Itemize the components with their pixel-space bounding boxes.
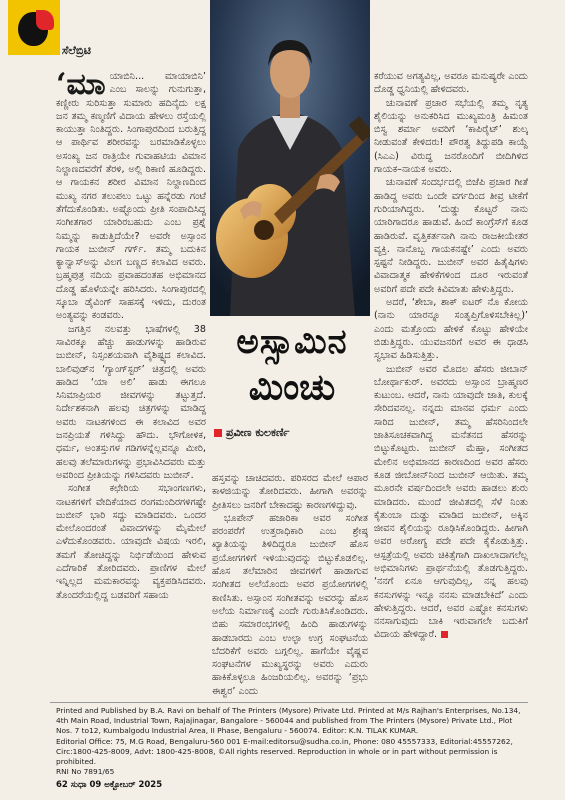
article-paragraph: ಕರೆಯುವ ಅಗತ್ಯವಿಲ್ಲ, ಅವರೂ ಮನುಷ್ಯರೇ ಎಂದು ದೊಡ್ಡ ಧ್ವನಿಯಲ್ಲಿ ಹೇಳಿದವರು. <box>374 71 528 96</box>
article-column-3 <box>374 70 528 698</box>
article-paragraph: ಭೂಪೇನ್ ಹಜಾರಿಕಾ ಅವರ ಸಂಗೀತ ಪರಂಪರೆಗೆ ಉತ್ತರಾಧಿಕಾರಿ ಎಂಬ ಶ್ರೇಷ್ಠ ಖ್ಯಾತಿಯನ್ನು ತಿಳಿದಿದ್ದರೂ ಜುಬೀನ್ ಹೊಸ ಪ್ರಯೋಗಗಳಿಗೆ ಇಳಿಯುವುದನ್ನು ಬಿಟ್ಟುಕೊಡಲಿಲ್ಲ. ಹೊಸ ತಲೆಮಾರಿನ ಜೀವಗಳಿಗೆ ಹಾಡಾಗುವ ಸಂಗೀತದ ಅಲೆಯೊಂದು ಅವರ ಪ್ರಯೋಗಗಳಲ್ಲಿ ಕಾಣಿಸಿತು. ಅಸ್ಸಾಂನ ಸಂಗೀತವನ್ನು ಅವರನ್ನು ಹೊಸ ಅಲೆಯ ನಿರ್ಮಾಣಕ್ಕೆ ಎಂದೇ ಗುರುತಿಸಿಕೊಂಡಿದರು. ಬಿಹು ಸಮಾರಂಭಗಳಲ್ಲಿ ಹಿಂದಿ ಹಾಡುಗಳನ್ನು ಹಾಡಬಾರದು ಎಂಬ ಉಲ್ಫಾ ಉಗ್ರ ಸಂಘಟನೆಯ ಬೆದರಿಕೆಗೆ ಅವರು ಬಗ್ಗಲಿಲ್ಲ. ಹಾಗೆಯೇ ವೈಷ್ಣವ ಸಂಘಟನೆಗಳ ಮುಖ್ಯಸ್ಥರನ್ನು ಅವರು ಎದುರು ಹಾಕಿಕೊಳ್ಳಲೂ ಹಿಂಜರಿಯಲಿಲ್ಲ. ಅವರನ್ನು ‘ಪ್ರಭು ಈಶ್ವರ’ ಎಂದು <box>212 512 368 697</box>
singer-photo-graphic <box>210 0 370 316</box>
article-paragraph: ಜಗತ್ತಿನ ನಲವತ್ತು ಭಾಷೆಗಳಲ್ಲಿ 38 ಸಾವಿರಕ್ಕೂ ಹೆಚ್ಚು ಹಾಡುಗಳನ್ನು ಹಾಡಿರುವ ಜುಬೀನ್, ನಿಸ್ಸಂಶಯವಾಗಿ ವೈಶಿಷ್ಟ್ಯದ ಕಲಾವಿದ. ಬಾಲಿವುಡ್‌ನ ‘ಗ್ಯಾಂಗ್‌ಸ್ಟರ್’ ಚಿತ್ರದಲ್ಲಿ ಅವರು ಹಾಡಿದ ‘ಯಾ ಅಲಿ’ ಹಾಡು ಈಗಲೂ ಸಿನಿಮಾಪ್ರಿಯರ ಜೀವಗಳನ್ನು ತಟ್ಟುತ್ತದೆ. ನಿರ್ದೇಶಕನಾಗಿ ಹಲವು ಚಿತ್ರಗಳನ್ನು ಮಾಡಿದ್ದ ಅವರು ನಾಟಕಗಳಿಂದ ಈ ಕಲಾವಿದ ಅವರ ಜನಪ್ರಿಯತೆ ಗಳಿಸಿದ್ದು ಹೌದು. ಭೌಗೋಳಿಕ, ಧರ್ಮ, ಅಂತಸ್ತುಗಳ ಗಡಿಗಳನ್ನೆಲ್ಲವನ್ನೂ ಮೀರಿ, ಹಲವು ತಲೆಮಾರುಗಳನ್ನು ಪ್ರಭಾವಿಸಿದವರು ಮತ್ತು ಅವರಿಂದ ಪ್ರೀತಿಯನ್ನು ಗಳಿಸಿದವರು ಜುಬೀನ್. <box>56 323 206 481</box>
imprint-line: RNI No 7891/65 <box>56 767 115 777</box>
article-column-1 <box>56 70 206 698</box>
article-column-2 <box>212 472 368 698</box>
page-folio: 62 ಸುಧಾ 09 ಅಕ್ಟೋಬರ್ 2025 <box>56 780 163 790</box>
headline-line-2: ಮಿಂಚು <box>248 366 336 408</box>
article-paragraph: ಹಸ್ತವನ್ನು ಚಾಚಿದವರು. ಪರಿಸರದ ಮೇಲೆ ಆಪಾರ ಕಾಳಜಿಯನ್ನು ತೋರಿದವರು. ಹೀಗಾಗಿ ಅವರನ್ನು ಪ್ರೀತಿಸಲು ಜನರಿಗೆ ಬೇಕಾದಷ್ಟು ಕಾರಣಗಳಿದ್ದುವು. <box>212 473 368 511</box>
section-label: ಸೆಲೆಬ್ರಿಟಿ <box>62 44 91 57</box>
headline-line-1: ಅಸ್ಸಾಮಿನ <box>236 322 348 362</box>
imprint-footer <box>56 706 528 777</box>
imprint-line: Editorial Office: 75, M.G Road, Bengaluru-560 001 E-mail:editorsu@sudha.co.in, Phone: 080 45557333, Editorial:45557262, <box>56 736 513 746</box>
article-opening: ಯಾಬಿನಿ... ಮಾಯಾಬಿನಿ’ ಎಂಬ ಸಾಲನ್ನು ಗುನುಗುತ್ತಾ, ಕಣ್ಣೀರು ಸುರಿಸುತ್ತಾ ಸುಮಾರು ಹದಿನೈದು ಲಕ್ಷ ಜನ ತಮ್ಮ ಕಣ್ಮಣಿಗೆ ವಿದಾಯ ಹೇಳಲು ರಸ್ತೆಯಲ್ಲಿ ಕಾಯುತ್ತಾ ನಿಂತಿದ್ದರು. ಸಿಂಗಾಪುರದಿಂದ ಬರುತ್ತಿದ್ದ ಆ ಪಾರ್ಥಿವ ಶರೀರವನ್ನು ಬರಮಾಡಿಕೊಳ್ಳಲು ಅಸಂಖ್ಯ ಜನ ರಾತ್ರಿಯೇ ಗುವಾಹಟಿಯ ವಿಮಾನ ನಿಲ್ದಾಣದವರೆಗೆ ತೆರಳಿ, ಅಲ್ಲಿ ಠಿಕಾಣಿ ಹೂಡಿದ್ದರು. ಆ ಗಾಯಕನ ಶರೀರ ವಿಮಾನ ನಿಲ್ದಾಣದಿಂದ ಮುಖ್ಯ ನಗರ ತಲುಪಲು ಒಟ್ಟು ಹನ್ನೆರಡು ಗಂಟೆ ತೆಗೆದುಕೊಂಡಿತು. ಅಷ್ಟೊಂದು ಪ್ರೀತಿ ಸಂಪಾದಿಸಿದ್ದ ಸಂಗೀತಗಾರ ಯಾರಿರಬಹುದು ಎಂಬ ಪ್ರಶ್ನೆ ನಿಮ್ಮನ್ನು ಕಾಡುತ್ತಿದೆಯೇ? ಅವರೇ ಅಸ್ಸಾಂನ ಗಾಯಕ ಜುಬೀನ್ ಗರ್ಗ್. ತಮ್ಮ ಬದುಕಿನ ಕ್ಯಾನ್ವಾಸ್‌ಅನ್ನು ವಿಲಗ ಬಣ್ಣದ ಕಲಾವಿದ ಅವರು. ಬ್ರಹ್ಮಪುತ್ರ ನದಿಯ ಪ್ರವಾಹದಂತಹ ಅಭಿಮಾನದ ದೊಡ್ಡ ಹೊಳೆಯನ್ನೇ ಹರಿಸಿದರು. ಸಿಂಗಾಪುರದಲ್ಲಿ ಸ್ಕೂಬಾ ಡೈವಿಂಗ್ ಸಾಹಸಕ್ಕೆ ಇಳಿದು, ದುರಂತ ಅಂತ್ಯವನ್ನು ಕಂಡವರು. <box>56 71 206 322</box>
article-paragraph: ಜುಬೀನ್ ಅವರ ಮೊದಲ ಹೆಸರು ಜೀಬಾನ್ ಬೋರ್ಥಾಕುರ್. ಅವರದು ಅಸ್ಸಾಂನ ಬ್ರಾಹ್ಮಣರ ಕುಟುಂಬ. ಆದರೆ, ನಾನು ಯಾವುದೇ ಜಾತಿ, ಕುಲಕ್ಕೆ ಸೇರಿದವನಲ್ಲ. ನನ್ನದು ಮಾನವ ಧರ್ಮ ಎಂದು ಸಾರಿದ ಜುಬೀನ್, ತಮ್ಮ ಹೆಸರಿನಿಂದಲೇ ಜಾತಿಸೂಚಕವಾಗಿದ್ದ ಮನೆತನದ ಹೆಸರನ್ನು ಬಿಟ್ಟುಕೊಟ್ಟರು. ಜುಬೀನ್ ಮೆಹ್ತಾ, ಸಂಗೀತದ ಮೇಲಿನ ಅಭಿಮಾನದ ಕಾರಣದಿಂದ ಅವರ ಹೆಸರು ಕೂಡ ಜೀಬೋನ್‌ನಿಂದ ಜುಬೀನ್ ಆಯಿತು. ತಮ್ಮ ಮೂರನೇ ವರ್ಷದಿಂದಲೇ ಅವರು ಹಾಡಲು ಶುರು ಮಾಡಿದರು. ಮುಂದೆ ಜೀವಿತದಲ್ಲಿ ಸೆಳೆ ನಿಂತು ಕೈತುಂಬಾ ದುಡ್ಡು ಮಾಡಿದ ಜುಬೀನ್, ಅಕ್ಕಿನ ಜೀವನ ಶೈಲಿಯನ್ನು ರೂಢಿಸಿಕೊಂಡಿದ್ದರು. ಹೀಗಾಗಿ ಅವರ ಅರೋಗ್ಯ ಪದೇ ಪದೇ ಕೈಕೊಡುತ್ತಿತ್ತು. ಆಸ್ಪತ್ರೆಯಲ್ಲಿ ಅವರು ಚಿಕಿತ್ಸೆಗಾಗಿ ದಾಖಲಾದಾಗಲೆಲ್ಲ ಅಭಿಮಾನಿಗಳು ಪ್ರಾರ್ಥನೆಯಲ್ಲಿ ತೊಡಗುತ್ತಿದ್ದರು. ‘ನನಗೆ ಏನೂ ಆಗುವುದಿಲ್ಲ, ನನ್ನ ಹಲವು ಕನಸುಗಳನ್ನು ಇನ್ನೂ ನನಸು ಮಾಡಬೇಕಿದೆ’ ಎಂದು ಹೇಳುತ್ತಿದ್ದರು. ಆದರೆ, ಅವರ ಎಷ್ಟೋ ಕನಸುಗಳು ನನಸಾಗುವುದು ಬಾಕಿ ಇರುವಾಗಲೇ ಬದುಕಿಗೆ ವಿದಾಯ ಹೇಳಿದ್ದಾರೆ. <box>374 363 528 641</box>
singer-photo <box>210 0 370 316</box>
imprint-line: Printed and Published by B.A. Ravi on behalf of The Printers (Mysore) Private Ltd. Printed at M/s Rajhan's Enterprises, No.134, 4th Main Road, Industrial Town, Rajajinagar, Bangalore - 560044 and published from The Printers (Mysore) Private Ltd., Plot Nos. 7 to12, Kumbalgodu Industrial Area, II Phase, Bengaluru - 560074. Editor: K.N. TILAK KUMAR. <box>56 706 521 736</box>
article-paragraph: ಸಂಗೀತ ಕಛೇರಿಯ ಸಭಾಂಗಣಗಳು, ನಾಟಕಗಳಿಗೆ ವೇದಿಕೆಯಾದ ರಂಗಮಂದಿರಗಳಿಗಷ್ಟೇ ಜುಬೀನ್ ಭಾರಿ ಸದ್ದು ಮಾಡಿದವರು. ಒಂದರ ಮೇಲೊಂದರಂತೆ ವಿವಾದಗಳನ್ನು ಮೈಮೇಲೆ ಎಳೆದುಕೊಂಡವರು. ಯಾವುದೇ ವಿಷಯ ಇರಲಿ, ತಮಗೆ ತೋಚಿದ್ದನ್ನು ನಿರ್ಭಿಡೆಯಿಂದ ಹೇಳುವ ಎದೆಗಾರಿಕೆ ತೋರಿದವರು. ಪ್ರಾಣಿಗಳ ಮೇಲೆ ಇನ್ನಿಲ್ಲದ ಮಮಕಾರವನ್ನು ವ್ಯಕ್ತಪಡಿಸಿದವರು. ತೊಂದರೆಯಲ್ಲಿದ್ದ ಬಡವರಿಗೆ ಸಹಾಯ <box>56 483 206 601</box>
end-mark-icon <box>441 631 448 638</box>
article-paragraph: ಚುನಾವಣೆ ಸಂದರ್ಭದಲ್ಲಿ ಬಿಜೆಪಿ ಪ್ರಚಾರ ಗೀತೆ ಹಾಡಿದ್ದ ಅವರು ಒಂದೇ ವರ್ಗದಿಂದ ತೀವ್ರ ಟೀಕೆಗೆ ಗುರಿಯಾಗಿದ್ದರು. ‘ದುಡ್ಡು ಕೊಟ್ಟರೆ ನಾನು ಯಾರಿಗಾದರೂ ಹಾಡುವೆ. ಹಿಂದೆ ಕಾಂಗ್ರೆಸ್‌ಗೆ ಕೂಡ ಹಾಡಿರುವೆ. ವೃತ್ತಿಕರ್ತನಾಗಿ ನಾನು ರಾಜಕೀಯೇತರ ವ್ಯಕ್ತಿ. ನಾನೊಬ್ಬ ಗಾಯಕನಷ್ಟೇ’ ಎಂದು ಅವರು ಸ್ಪಷ್ಟನೆ ನೀಡಿದ್ದರು. ಜುಬೀನ್ ಅವರ ಹಿತೈಷಿಗಳು ವಿವಾದಾತ್ಮಕ ಹೇಳಿಕೆಗಳಿಂದ ದೂರ ಇರುವಂತೆ ಅವರಿಗೆ ಪದೇ ಪದೇ ಕಿವಿಮಾತು ಹೇಳುತ್ತಿದ್ದರು. <box>374 177 528 295</box>
sudha-logo-icon <box>8 0 60 55</box>
footer-divider <box>50 702 528 703</box>
imprint-line: Circ:1800-425-8009, Advt: 1800-425-8008, ©All rights reserved. Reproduction in whole or in part without permission is prohibited. <box>56 746 498 767</box>
dropcap: ‘ಮಾ <box>56 70 106 102</box>
square-bullet-icon <box>214 429 222 437</box>
byline-author: ಪ್ರವೀಣ ಕುಲಕರ್ಣಿ <box>226 426 290 439</box>
byline <box>214 426 370 440</box>
article-headline <box>214 320 370 410</box>
article-paragraph: ಚುನಾವಣೆ ಪ್ರಚಾರ ಸಭೆಯಲ್ಲಿ ತಮ್ಮ ನೃತ್ಯ ಶೈಲಿಯನ್ನು ಅನುಕರಿಸಿದ ಮುಖ್ಯಮಂತ್ರಿ ಹಿಮಂತ ಬಿಸ್ವ ಶರ್ಮಾ ಅವರಿಗೆ ‘ಕಾಪಿರೈಟ್’ ಶುಲ್ಕ ನೀಡುವಂತೆ ಕೇಳಿದರು! ಪೌರತ್ವ ತಿದ್ದುಪಡಿ ಕಾಯ್ದೆ (ಸಿಎಎ) ವಿರುದ್ಧ ಜನರೊಂದಿಗೆ ಬೀದಿಗಿಳಿದ ಗಾಯಕ–ನಾಯಕ ಅವರು. <box>374 97 528 176</box>
article-paragraph: ಅದರೆ, ‘ಶೇಬಾ, ಶಾಕ್ ಐಟರ್ ನೊ ಕೋಯ (ನಾನು ಯಾರನ್ನೂ ಸಂತೃಪ್ತಿಗೊಳಿಸಬೇಕಿಲ್ಲ)’ ಎಂದು ಮತ್ತೊಂದು ಹೇಳಿಕೆ ಕೊಟ್ಟು ಹೇಳಿಯೇ ಬಿಡುತ್ತಿದ್ದರು. ಯುವಜನರಿಗೆ ಅವರ ಈ ಧಾಡಸಿ ಸ್ವಭಾವ ಹಿಡಿಸುತ್ತಿತ್ತು. <box>374 297 528 362</box>
